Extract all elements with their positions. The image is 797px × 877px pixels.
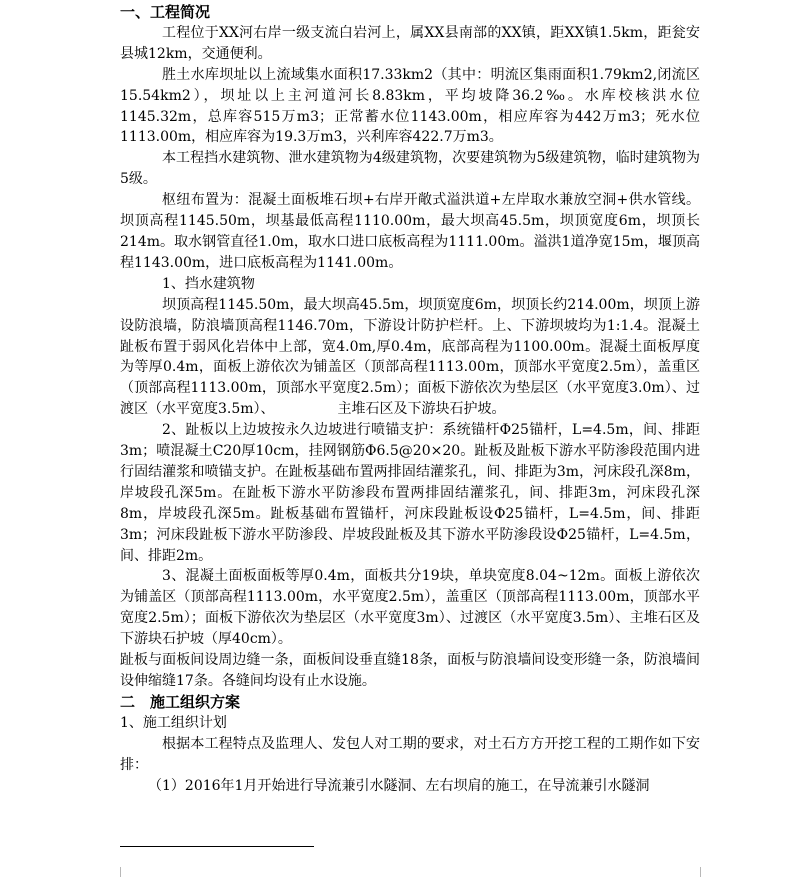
page-corner-mark-left — [100, 867, 121, 877]
paragraph-location: 工程位于XX河右岸一级支流白岩河上，属XX县南部的XX镇，距XX镇1.5km，距瓮安县城12km，交通便利。 — [120, 24, 700, 62]
paragraph-schedule-intro: 根据本工程特点及监理人、发包人对工期的要求，对土石方方开挖工程的工期作如下安排： — [120, 735, 700, 773]
section-heading-construction: 二 施工组织方案 — [120, 692, 241, 711]
paragraph-joints: 趾板与面板间设周边缝一条，面板间设垂直缝18条，面板与防浪墙间设变形缝一条，防浪墙间设伸缩缝17条。各缝间均设有止水设施。 — [120, 652, 700, 689]
paragraph-dam-crest: 坝顶高程1145.50m，最大坝高45.5m，坝顶宽度6m，坝顶长约214.00m，坝顶上游设防浪墙，防浪墙顶高程1146.70m，下游设计防护栏杆。上、下游坝坡均为1:1.4。混凝土趾板布置于弱风化岩体中上部，宽4.0m,厚0.4m，底部高程为1100.00m。混凝土面板厚度为等厚0.4m，面板上游依次为铺盖区（顶部高程1113.00m，顶部水平宽度2.5m），盖重区（顶部高程1113.00m，顶部水平宽度2.5m）；面板下游依次为垫层区（水平宽度3.0m）、过渡区（水平宽度3.5m）、 主堆石区及下游块石护坡。 — [120, 296, 700, 418]
subheading-construction-plan: 1、施工组织计划 — [120, 714, 227, 731]
subheading-water-retaining: 1、挡水建筑物 — [162, 275, 255, 292]
document-body — [120, 2, 700, 796]
paragraph-building-grade: 本工程挡水建筑物、泄水建筑物为4级建筑物，次要建筑物为5级建筑物，临时建筑物为5级。 — [120, 150, 700, 188]
footnote-separator — [120, 846, 314, 847]
paragraph-layout: 枢纽布置为：混凝土面板堆石坝+右岸开敞式溢洪道+左岸取水兼放空洞+供水管线。坝顶高程1145.50m，坝基最低高程1110.00m，最大坝高45.5m，坝顶宽度6m，坝顶长214m。取水钢管直径1.0m，取水口进口底板高程为1111.00m。溢洪1道净宽15m，堰顶高程1143.00m，进口底板高程为1141.00m。 — [120, 192, 700, 271]
section-heading-overview: 一、工程简况 — [120, 3, 211, 21]
paragraph-slope-support: 2、趾板以上边坡按永久边坡进行喷锚支护：系统锚杆Φ25锚杆，L=4.5m，间、排距3m；喷混凝土C20厚10cm，挂网钢筋Φ6.5@20×20。趾板及趾板下游水平防渗段范围内进行固结灌浆和喷锚支护。在趾板基础布置两排固结灌浆孔，间、排距为3m，河床段孔深8m，岸坡段孔深5m。在趾板下游水平防渗段布置两排固结灌浆孔，间、排距3m，河床段孔深8m，岸坡段孔深5m。趾板基础布置锚杆，河床段趾板设Φ25锚杆，L=4.5m，间、排距3m；河床段趾板下游水平防渗段、岸坡段趾板及其下游水平防渗段设Φ25锚杆，L=4.5m，间、排距2m。 — [120, 422, 700, 564]
paragraph-face-slab: 3、混凝土面板面板等厚0.4m，面板共分19块，单块宽度8.04~12m。面板上游依次为铺盖区（顶部高程1113.00m，水平宽度2.5m），盖重区（顶部高程1113.00m，顶部水平宽度2.5m）；面板下游依次为垫层区（水平宽度3m）、过渡区（水平宽度3.5m）、主堆石区及下游块石护坡（厚40cm）。 — [120, 568, 700, 648]
paragraph-reservoir: 胜土水库坝址以上流域集水面积17.33km2（其中：明流区集雨面积1.79km2,闭流区15.54km2），坝址以上主河道河长8.83km，平均坡降36.2‰。水库校核洪水位1145.32m，总库容515万m3；正常蓄水位1143.00m，相应库容为442万m3；死水位1113.00m，相应库容为19.3万m3，兴利库容422.7万m3。 — [120, 66, 700, 146]
page-corner-mark-right — [700, 867, 721, 877]
paragraph-schedule-item-1: （1）2016年1月开始进行导流兼引水隧洞、左右坝肩的施工，在导流兼引水隧洞 — [148, 777, 650, 794]
